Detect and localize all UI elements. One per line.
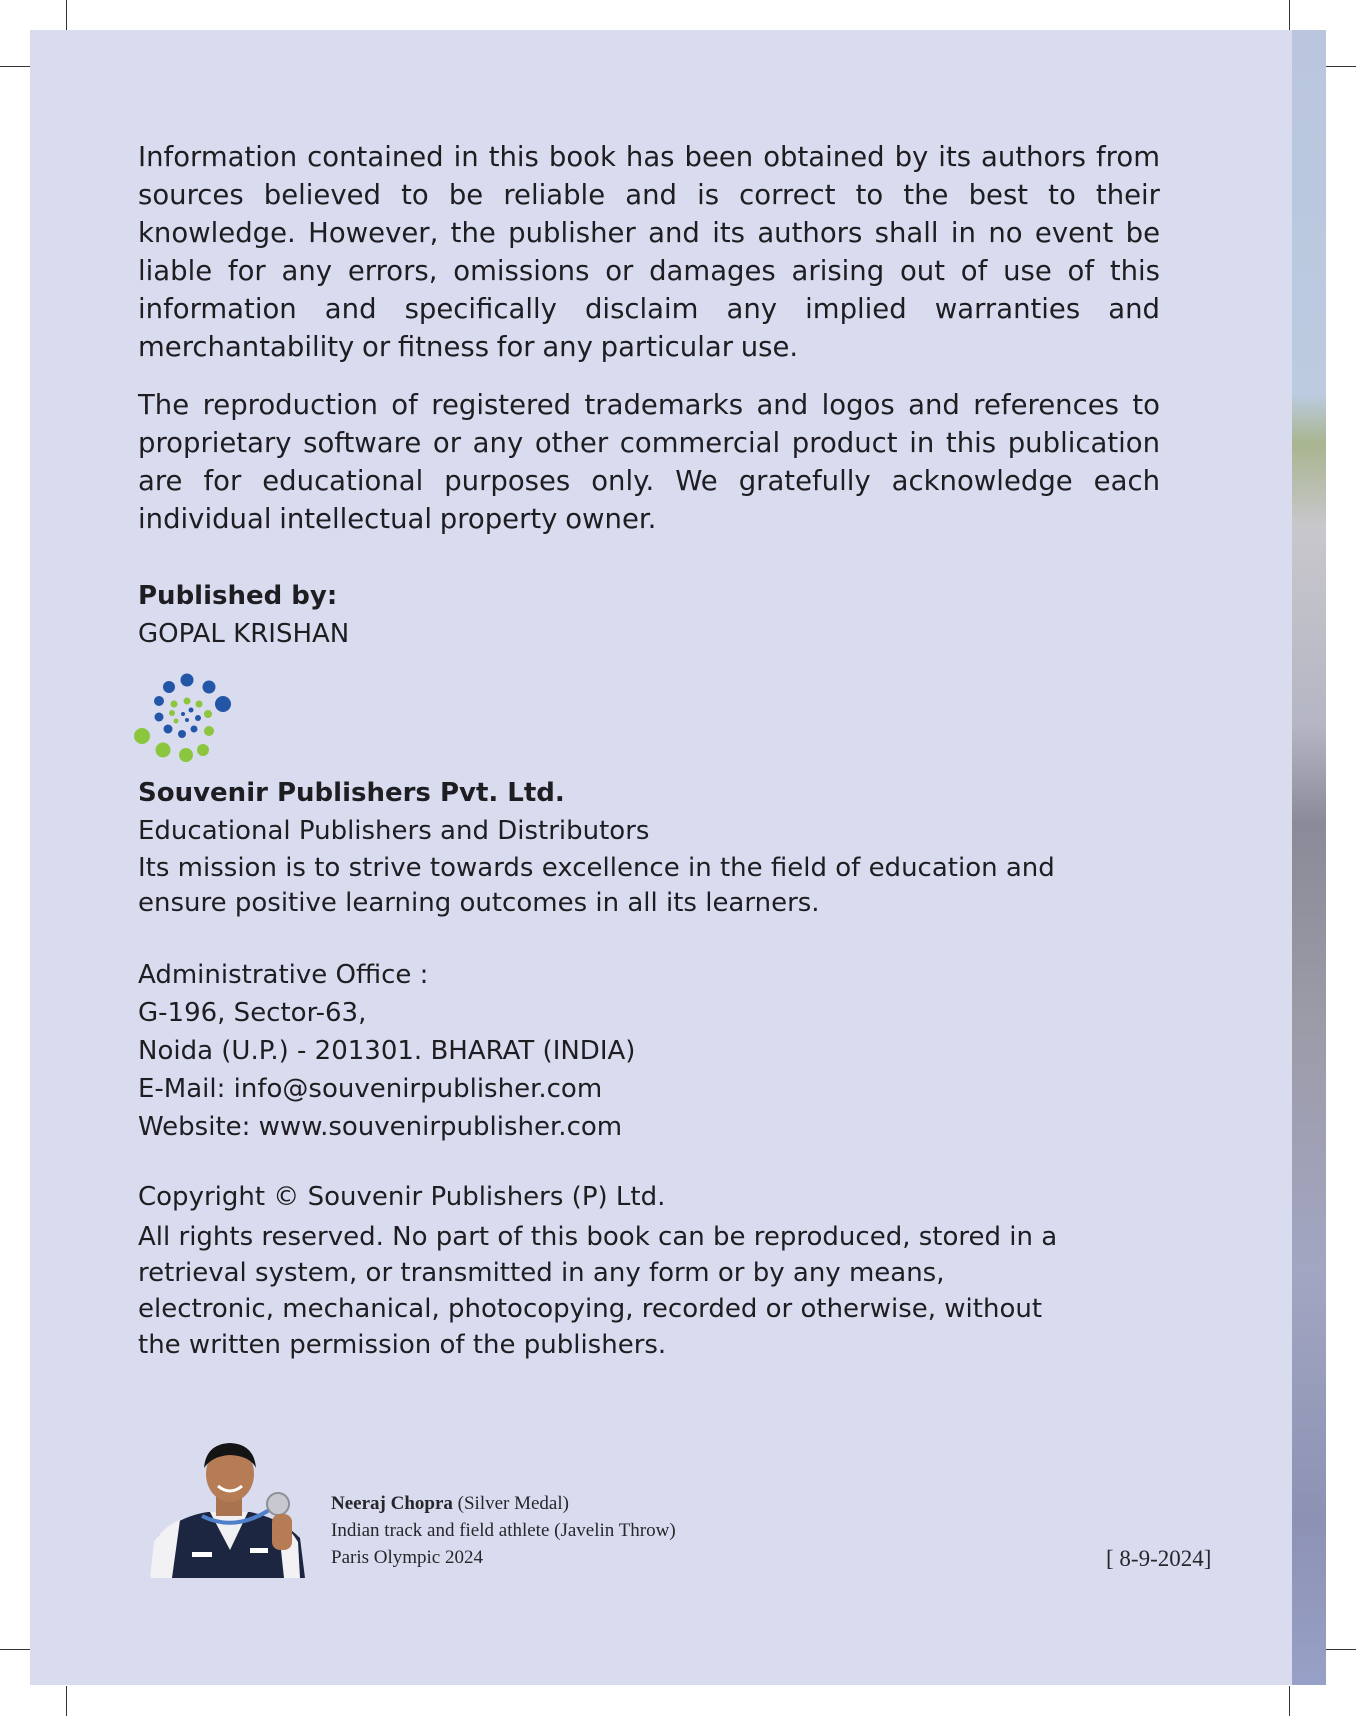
publisher-person: GOPAL KRISHAN — [138, 619, 350, 649]
copyright-notice: Copyright © Souvenir Publishers (P) Ltd. — [138, 1182, 666, 1212]
address-line-2: Noida (U.P.) - 201301. BHARAT (INDIA) — [138, 1036, 636, 1066]
athlete-event: Paris Olympic 2024 — [331, 1547, 483, 1568]
email-line: E-Mail: info@souvenirpublisher.com — [138, 1074, 603, 1104]
athlete-caption — [331, 1490, 676, 1571]
crop-mark — [0, 1649, 30, 1650]
athlete-description: Indian track and field athlete (Javelin Throw) — [331, 1520, 676, 1541]
address-line-1: G-196, Sector-63, — [138, 998, 367, 1028]
crop-mark — [66, 0, 67, 30]
disclaimer-paragraph: Information contained in this book has been obtained by its authors from sources believed to be reliable and is correct to the best to their knowledge. However, the publisher and its authors shall in no event be liable for any errors, omissions or damages arising out of use of this information and specifically disclaim any implied warranties and merchantability or fitness for any particular use. — [138, 141, 1160, 363]
athlete-name: Neeraj Chopra — [331, 1493, 453, 1514]
company-mission: Its mission is to strive towards excellence in the field of education and ensure positive learning outcomes in all its learners. — [138, 853, 1055, 918]
crop-mark — [1289, 0, 1290, 30]
disclaimer-block — [138, 138, 1160, 538]
publisher-logo — [134, 668, 234, 768]
crop-mark — [1326, 66, 1356, 67]
crop-mark — [0, 66, 30, 67]
crop-mark — [1289, 1686, 1290, 1716]
date-stamp: [ 8-9-2024] — [1106, 1546, 1212, 1571]
crop-mark — [66, 1686, 67, 1716]
company-tagline: Educational Publishers and Distributors — [138, 816, 650, 846]
athlete-medal: (Silver Medal) — [452, 1493, 569, 1514]
office-label: Administrative Office : — [138, 960, 429, 990]
company-name: Souvenir Publishers Pvt. Ltd. — [138, 778, 565, 808]
website-line: Website: www.souvenirpublisher.com — [138, 1112, 623, 1142]
crop-mark — [1326, 1649, 1356, 1650]
athlete-photo — [150, 1438, 310, 1578]
published-by-label: Published by: — [138, 581, 338, 611]
athlete-name-line — [331, 1490, 676, 1517]
trademark-paragraph: The reproduction of registered trademarks and logos and references to proprietary software or any other commercial product in this publication are for educational purposes only. We gratefully acknowledge each individual intellectual property owner. — [138, 389, 1160, 535]
cover-edge-image — [1292, 30, 1326, 1685]
rights-reserved: All rights reserved. No part of this book can be reproduced, stored in a retrieval system, or transmitted in any form or by any means, electronic, mechanical, photocopying, recorded or otherwise, without the written permission of the publishers. — [138, 1222, 1058, 1360]
